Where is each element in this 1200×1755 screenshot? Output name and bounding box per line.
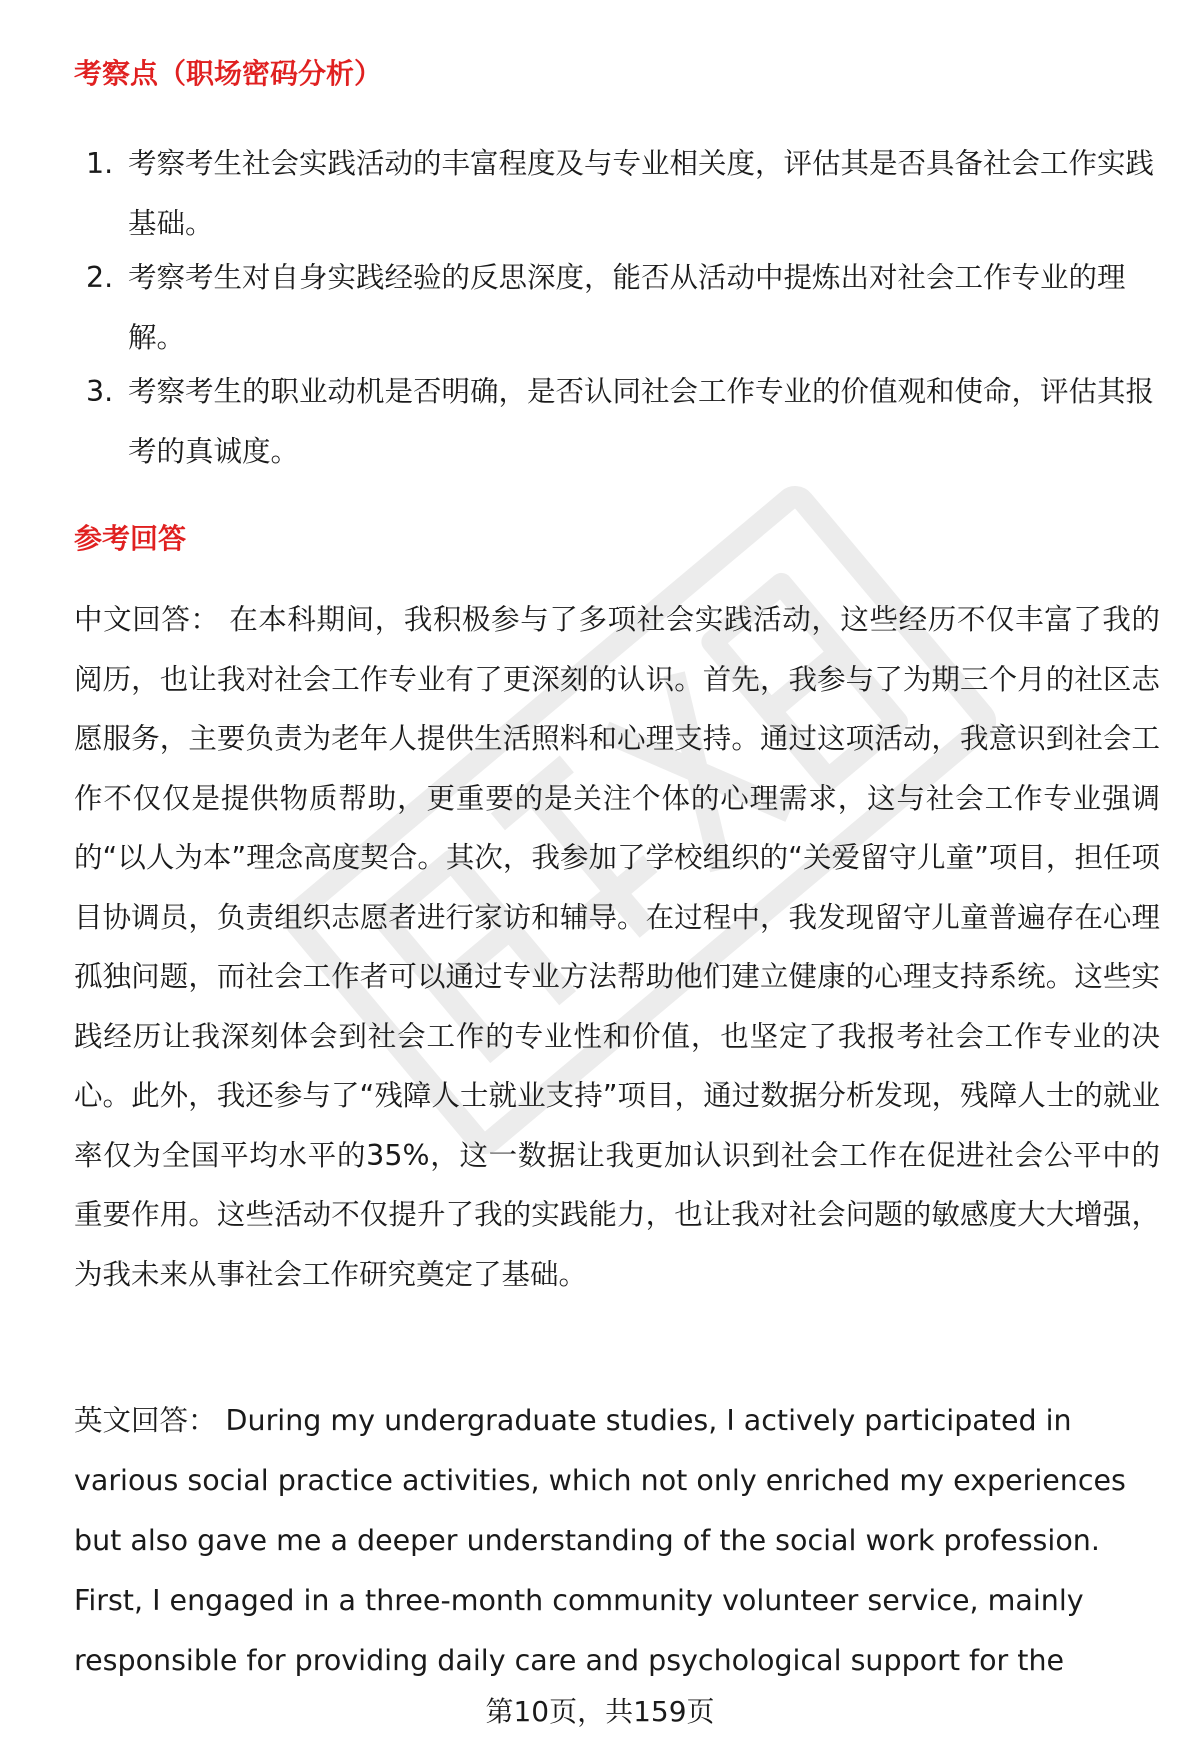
english-answer-paragraph: 英文回答： During my undergraduate studies, I actively participated in various social practice activities, which not only enriched my experiences but also gave me a deeper understanding of the social work profession. First, I engaged in a three-month community volunteer service, mainly responsible for providing daily care and psychological support for the: [74, 1404, 1126, 1677]
exam-points-list: [74, 134, 1154, 482]
exam-points-heading: 考察点（职场密码分析）: [74, 57, 383, 90]
list-item: [74, 362, 1154, 482]
list-item-number: 1.: [86, 147, 114, 180]
list-item-number: 3.: [86, 375, 114, 408]
list-item: [74, 134, 1154, 254]
page-number-footer: 第10页，共159页: [485, 1695, 715, 1728]
list-item-text: 考察考生社会实践活动的丰富程度及与专业相关度，评估其是否具备社会工作实践基础。: [128, 147, 1155, 240]
list-item-text: 考察考生对自身实践经验的反思深度，能否从活动中提炼出对社会工作专业的理解。: [128, 261, 1126, 354]
list-item: [74, 248, 1154, 368]
list-item-number: 2.: [86, 261, 114, 294]
chinese-answer-paragraph: 中文回答： 在本科期间，我积极参与了多项社会实践活动，这些经历不仅丰富了我的阅历，也让我对社会工作专业有了更深刻的认识。首先，我参与了为期三个月的社区志愿服务，主要负责为老年人提供生活照料和心理支持。通过这项活动，我意识到社会工作不仅仅是提供物质帮助，更重要的是关注个体的心理需求，这与社会工作专业强调的“以人为本”理念高度契合。其次，我参加了学校组织的“关爱留守儿童”项目，担任项目协调员，负责组织志愿者进行家访和辅导。在过程中，我发现留守儿童普遍存在心理孤独问题，而社会工作者可以通过专业方法帮助他们建立健康的心理支持系统。这些实践经历让我深刻体会到社会工作的专业性和价值，也坚定了我报考社会工作专业的决心。此外，我还参与了“残障人士就业支持”项目，通过数据分析发现，残障人士的就业率仅为全国平均水平的35%，这一数据让我更加认识到社会工作在促进社会公平中的重要作用。这些活动不仅提升了我的实践能力，也让我对社会问题的敏感度大大增强，为我未来从事社会工作研究奠定了基础。: [74, 603, 1160, 1291]
list-item-text: 考察考生的职业动机是否明确，是否认同社会工作专业的价值观和使命，评估其报考的真诚度。: [128, 375, 1155, 468]
reference-answer-heading: 参考回答: [74, 522, 187, 555]
